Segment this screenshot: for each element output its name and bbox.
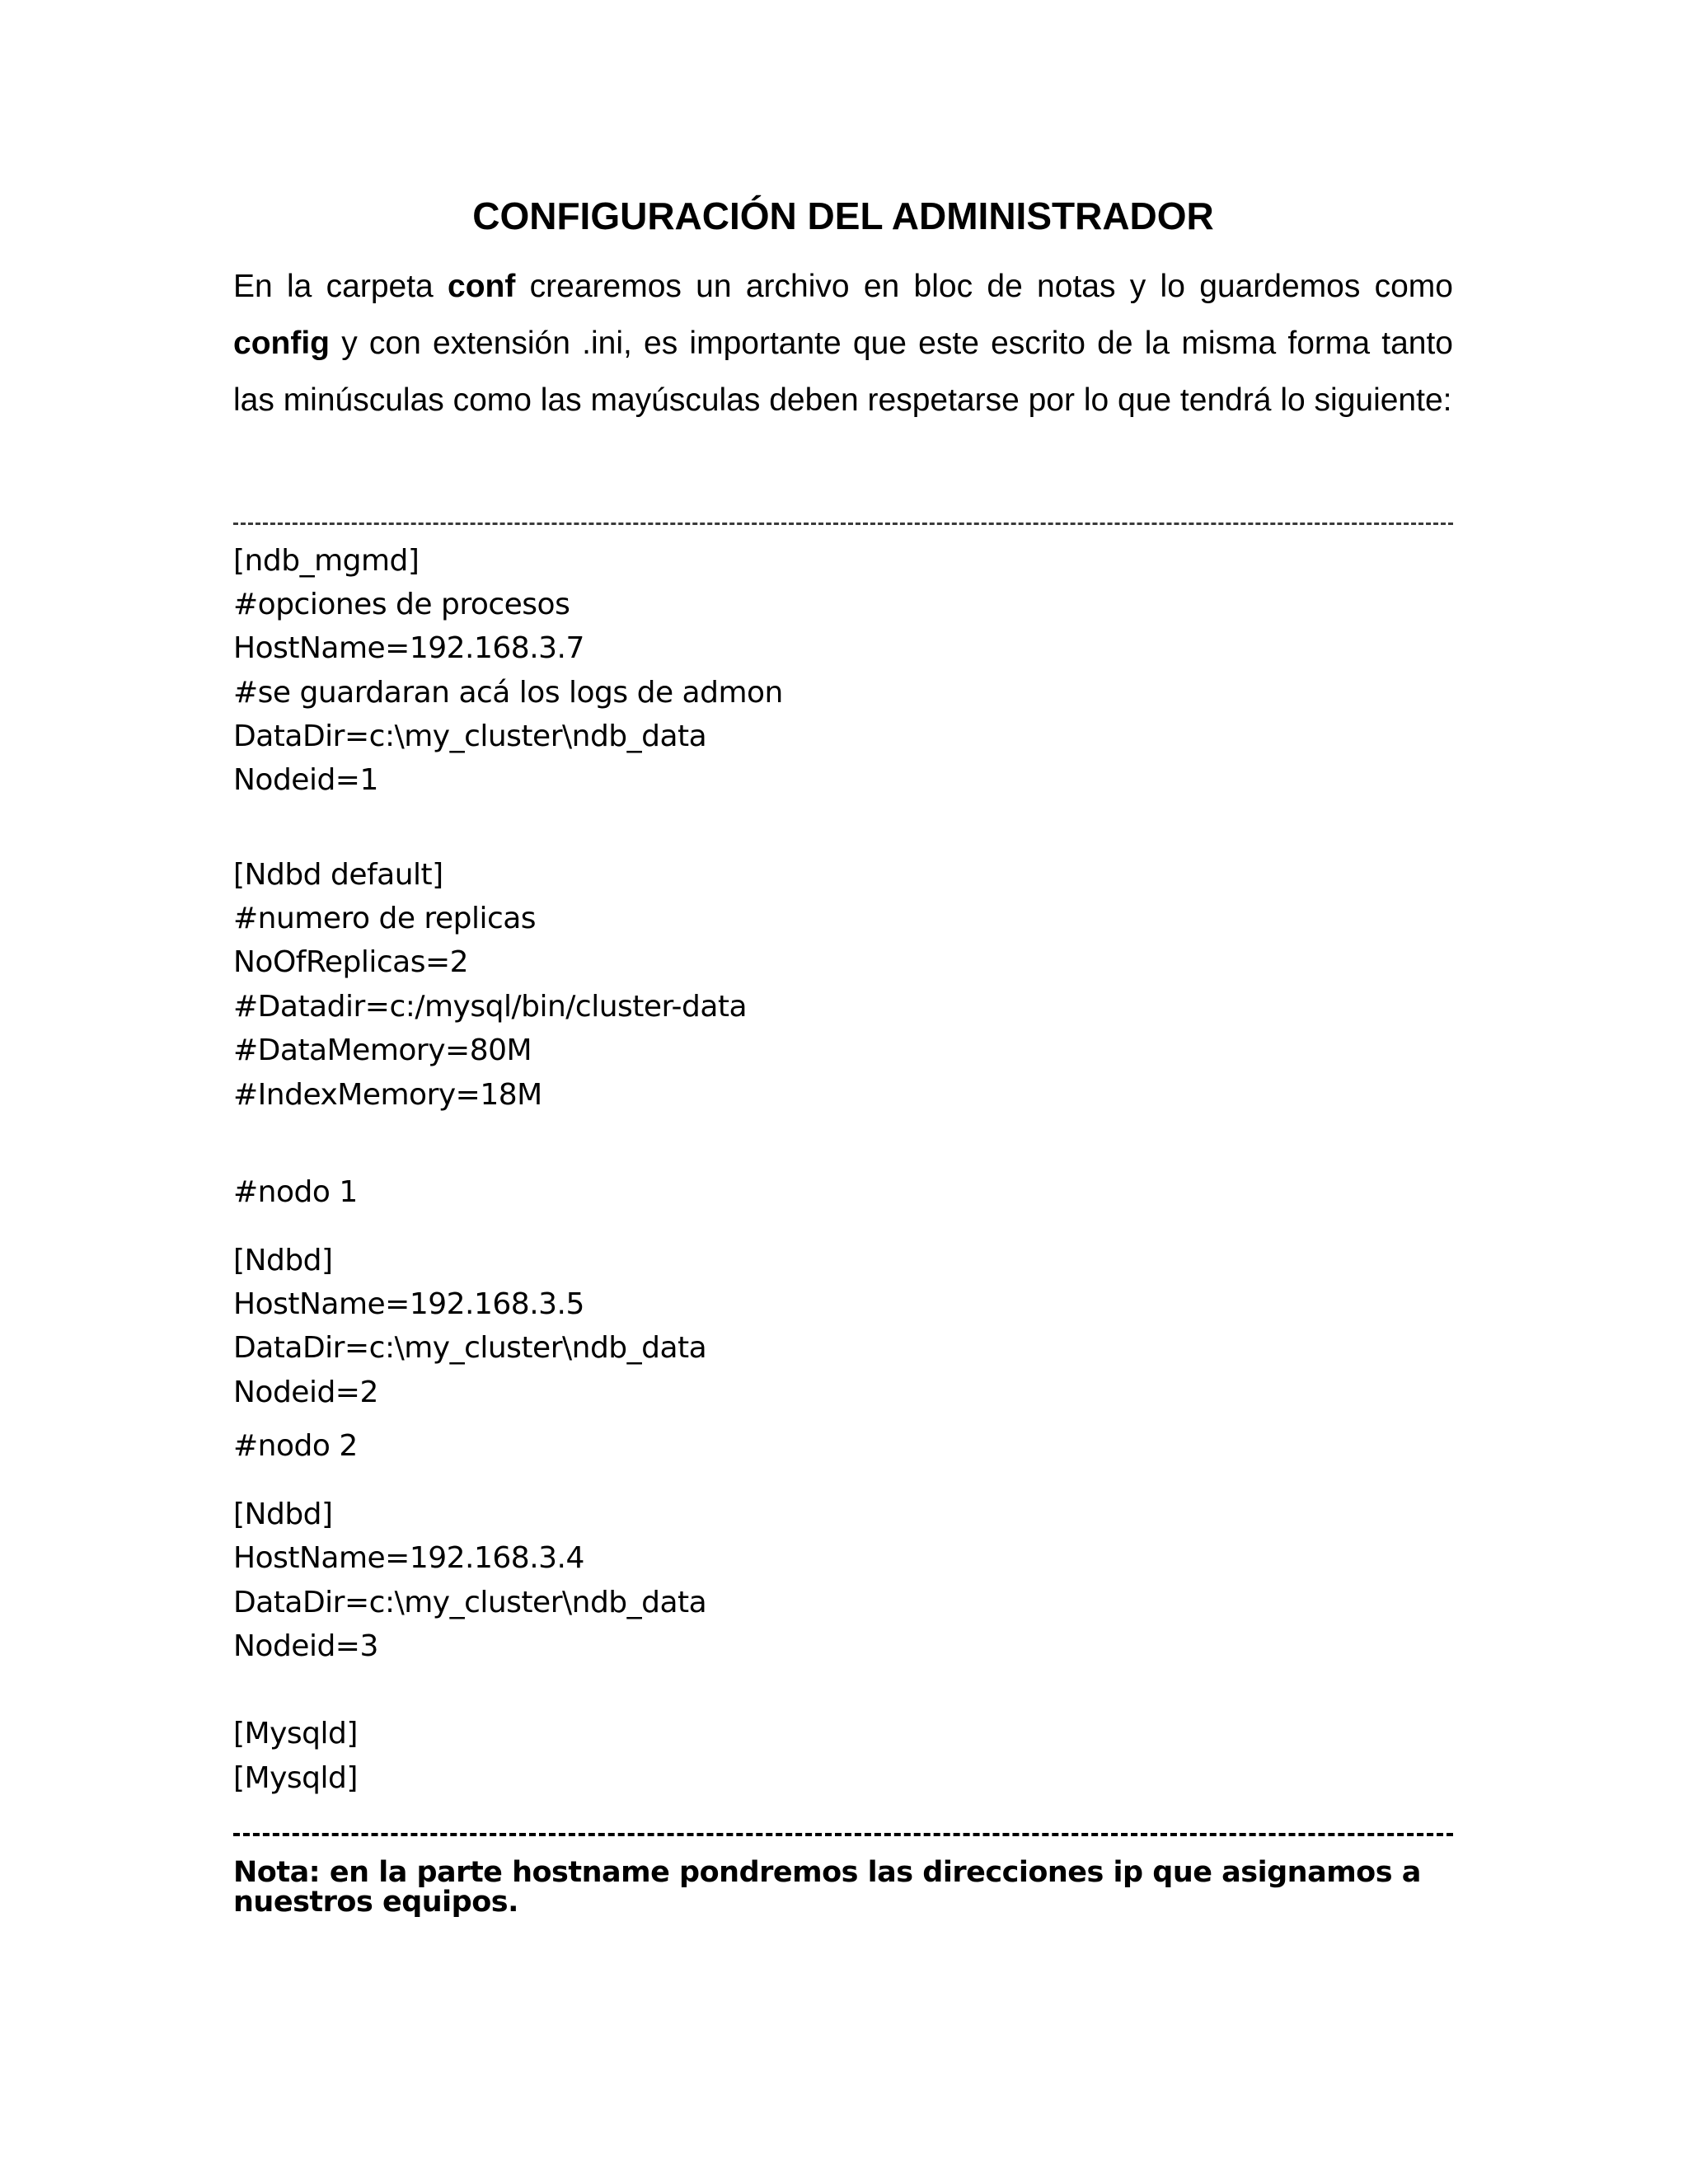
config-line: [Mysqld] bbox=[233, 1717, 358, 1750]
config-line: #numero de replicas bbox=[233, 902, 537, 935]
config-line: DataDir=c:\my_cluster\ndb_data bbox=[233, 1586, 707, 1619]
config-line: DataDir=c:\my_cluster\ndb_data bbox=[233, 719, 707, 753]
config-line: DataDir=c:\my_cluster\ndb_data bbox=[233, 1331, 707, 1365]
intro-text-1: En la carpeta bbox=[233, 269, 448, 304]
config-line: Nodeid=1 bbox=[233, 763, 378, 797]
intro-text-3: y con extensión .ini, es importante que este escrito de la misma forma tanto las minúsculas como las mayúsculas deben respetarse por lo que tendrá lo siguiente: bbox=[233, 326, 1453, 418]
config-line: #nodo 1 bbox=[233, 1175, 358, 1209]
config-line: [Ndbd] bbox=[233, 1497, 333, 1531]
config-line: [ndb_mgmd] bbox=[233, 544, 420, 578]
config-line: [Ndbd] bbox=[233, 1244, 333, 1277]
config-line: Nodeid=2 bbox=[233, 1376, 378, 1409]
config-line: #opciones de procesos bbox=[233, 588, 570, 621]
note-text: Nota: en la parte hostname pondremos las direcciones ip que asignamos a nuestros equipos. bbox=[233, 1856, 1421, 1919]
config-line: HostName=192.168.3.5 bbox=[233, 1287, 584, 1321]
intro-text-2: crearemos un archivo en bloc de notas y lo guardemos como bbox=[515, 269, 1453, 304]
intro-bold-conf: conf bbox=[448, 269, 516, 304]
config-line: #Datadir=c:/mysql/bin/cluster-data bbox=[233, 990, 748, 1024]
intro-bold-config: config bbox=[233, 326, 330, 361]
intro-paragraph bbox=[233, 258, 1453, 429]
config-line: #nodo 2 bbox=[233, 1429, 358, 1463]
config-line: HostName=192.168.3.4 bbox=[233, 1541, 584, 1575]
config-line: [Mysqld] bbox=[233, 1761, 358, 1795]
config-line: HostName=192.168.3.7 bbox=[233, 631, 584, 665]
config-line: #IndexMemory=18M bbox=[233, 1078, 542, 1112]
config-line: #se guardaran acá los logs de admon bbox=[233, 676, 783, 710]
dashed-separator-bottom bbox=[233, 1833, 1453, 1836]
config-line: Nodeid=3 bbox=[233, 1629, 378, 1663]
config-line: [Ndbd default] bbox=[233, 858, 443, 892]
page-title: CONFIGURACIÓN DEL ADMINISTRADOR bbox=[472, 194, 1214, 237]
config-line: NoOfReplicas=2 bbox=[233, 945, 469, 979]
config-line: #DataMemory=80M bbox=[233, 1033, 532, 1067]
dashed-separator-top bbox=[233, 523, 1453, 525]
